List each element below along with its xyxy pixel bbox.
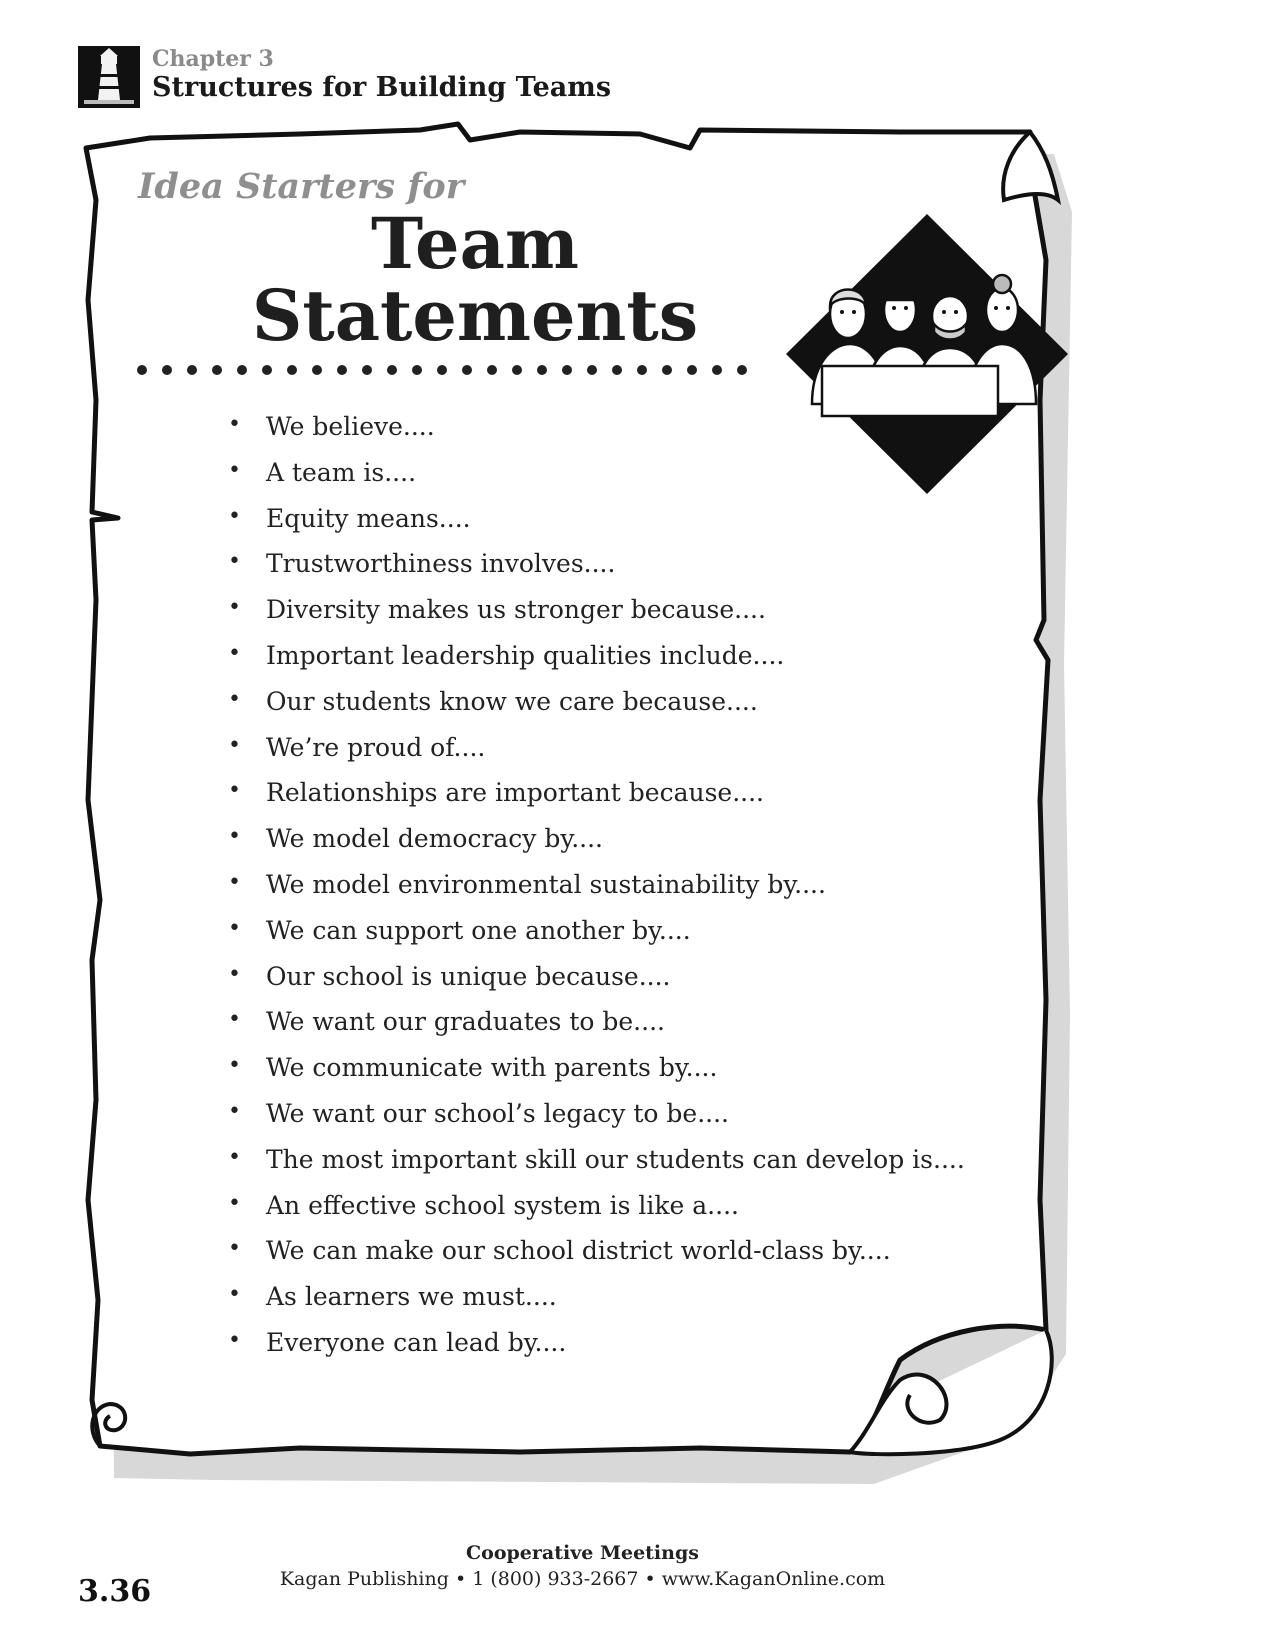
team-holding-sign-illustration (782, 214, 1072, 504)
bullet: • (228, 732, 241, 758)
chapter-label: Chapter 3 (152, 46, 274, 72)
statement-text: Our school is unique because.... (266, 961, 671, 991)
statement-text: As learners we must.... (266, 1282, 557, 1312)
statement-text: An effective school system is like a.... (266, 1190, 739, 1220)
bullet: • (228, 1144, 241, 1170)
bullet: • (228, 1007, 241, 1033)
bullet: • (228, 457, 241, 483)
bullet: • (228, 869, 241, 895)
bullet: • (228, 915, 241, 941)
statement-text: Equity means.... (266, 503, 471, 533)
page-number: 3.36 (78, 1574, 152, 1609)
statement-text: Everyone can lead by.... (266, 1327, 567, 1357)
section-title: Structures for Building Teams (152, 72, 612, 103)
statement-text: Diversity makes us stronger because.... (266, 595, 766, 625)
statement-text: We can make our school district world-class by.... (266, 1236, 891, 1266)
bullet: • (228, 640, 241, 666)
bullet: • (228, 503, 241, 529)
bullet: • (228, 824, 241, 850)
footer-publisher-info: Kagan Publishing • 1 (800) 933-2667 • www.KaganOnline.com (279, 1568, 886, 1590)
footer-book-title: Cooperative Meetings (466, 1542, 699, 1564)
bullet: • (228, 412, 241, 437)
statement-text: We want our school’s legacy to be.... (266, 1098, 730, 1128)
bullet: • (228, 1190, 241, 1216)
statement-text: A team is.... (266, 457, 417, 487)
worksheet-title (150, 202, 800, 357)
bullet: • (228, 1327, 241, 1353)
bullet: • (228, 549, 241, 575)
statement-text: We communicate with parents by.... (266, 1053, 718, 1083)
bullet: • (228, 595, 241, 621)
statement-text: Trustworthiness involves.... (266, 549, 616, 579)
title-line-1: Team (370, 202, 580, 285)
statement-text: We model environmental sustainability by.... (266, 869, 826, 899)
statement-text: We can support one another by.... (266, 915, 691, 945)
dotted-divider (136, 363, 766, 377)
bullet: • (228, 1053, 241, 1079)
bullet: • (228, 1098, 241, 1124)
statement-text: We model democracy by.... (266, 824, 603, 854)
statement-text: We’re proud of.... (266, 732, 486, 762)
title-line-2: Statements (251, 274, 699, 357)
statement-text: We want our graduates to be.... (266, 1007, 665, 1037)
bullet: • (228, 961, 241, 987)
bullet: • (228, 1236, 241, 1262)
worksheet-subtitle: Idea Starters for (138, 166, 465, 207)
statement-text: Our students know we care because.... (266, 686, 758, 716)
bullet: • (228, 778, 241, 804)
statement-text: We believe.... (266, 412, 435, 441)
bullet: • (228, 686, 241, 712)
statement-text: Relationships are important because.... (266, 778, 764, 808)
statement-text: Important leadership qualities include.... (266, 640, 785, 670)
statement-text: The most important skill our students can develop is.... (266, 1144, 965, 1174)
bullet: • (228, 1282, 241, 1308)
